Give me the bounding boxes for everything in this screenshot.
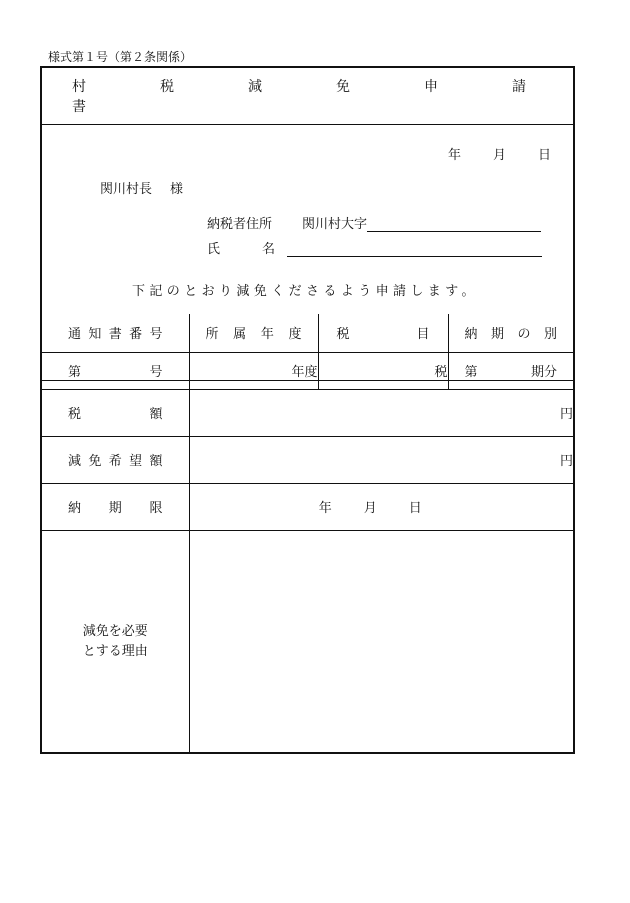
date-year: 年 — [447, 148, 461, 163]
request-statement: 下記のとおり減免くださるよう申請します。 — [132, 284, 479, 299]
fiscal-year-cell[interactable]: 年度 — [189, 352, 318, 389]
taxpayer-name-label — [207, 238, 287, 257]
name-label-1: 氏 — [207, 242, 221, 257]
table-header-row — [42, 314, 573, 352]
tax-amount-label: 税 額 — [42, 389, 189, 436]
taxpayer-address-field[interactable] — [367, 216, 541, 232]
taxpayer-name-row — [207, 238, 542, 257]
tax-amount-field[interactable]: 円 — [189, 389, 573, 436]
tax-details-table — [42, 314, 573, 754]
requested-reduction-row — [42, 436, 573, 483]
tax-item-cell[interactable]: 税 — [318, 352, 448, 389]
due-date-row — [42, 483, 573, 530]
form-title: 村 税 減 免 申 請 書 — [72, 79, 600, 115]
notice-details-row — [42, 352, 573, 389]
addressee — [100, 178, 183, 197]
reason-label: 減免を必要 とする理由 — [42, 530, 189, 754]
taxpayer-name-field[interactable] — [287, 241, 542, 257]
tax-amount-row — [42, 389, 573, 436]
header-notice-number: 通 知 書 番 号 — [42, 314, 189, 352]
header-fiscal-year: 所 属 年 度 — [189, 314, 318, 352]
header-tax-item: 税 目 — [318, 314, 448, 352]
reason-field[interactable] — [189, 530, 573, 754]
taxpayer-address-row — [207, 213, 541, 232]
notice-number-cell[interactable]: 第 号 — [42, 352, 189, 389]
requested-reduction-field[interactable]: 円 — [189, 436, 573, 483]
name-label-2: 名 — [261, 242, 275, 257]
due-date-label: 納 期 限 — [42, 483, 189, 530]
due-date-field[interactable]: 年 月 日 — [189, 483, 573, 530]
date-day: 日 — [537, 148, 551, 163]
payment-period-cell[interactable]: 第 期分 — [448, 352, 573, 389]
date-month: 月 — [492, 148, 506, 163]
reason-row — [42, 530, 573, 754]
form-title-row — [42, 68, 600, 125]
form-number: 様式第１号（第２条関係） — [48, 50, 193, 64]
application-date[interactable] — [448, 144, 551, 163]
requested-reduction-label: 減 免 希 望 額 — [42, 436, 189, 483]
taxpayer-address-label: 納税者住所 — [207, 217, 273, 232]
application-form — [40, 66, 600, 754]
addressee-name: 関川村長 — [100, 182, 153, 197]
header-payment-period: 納 期 の 別 — [448, 314, 573, 352]
addressee-honorific: 様 — [170, 182, 184, 197]
address-prefix: 関川村大字 — [302, 217, 368, 232]
